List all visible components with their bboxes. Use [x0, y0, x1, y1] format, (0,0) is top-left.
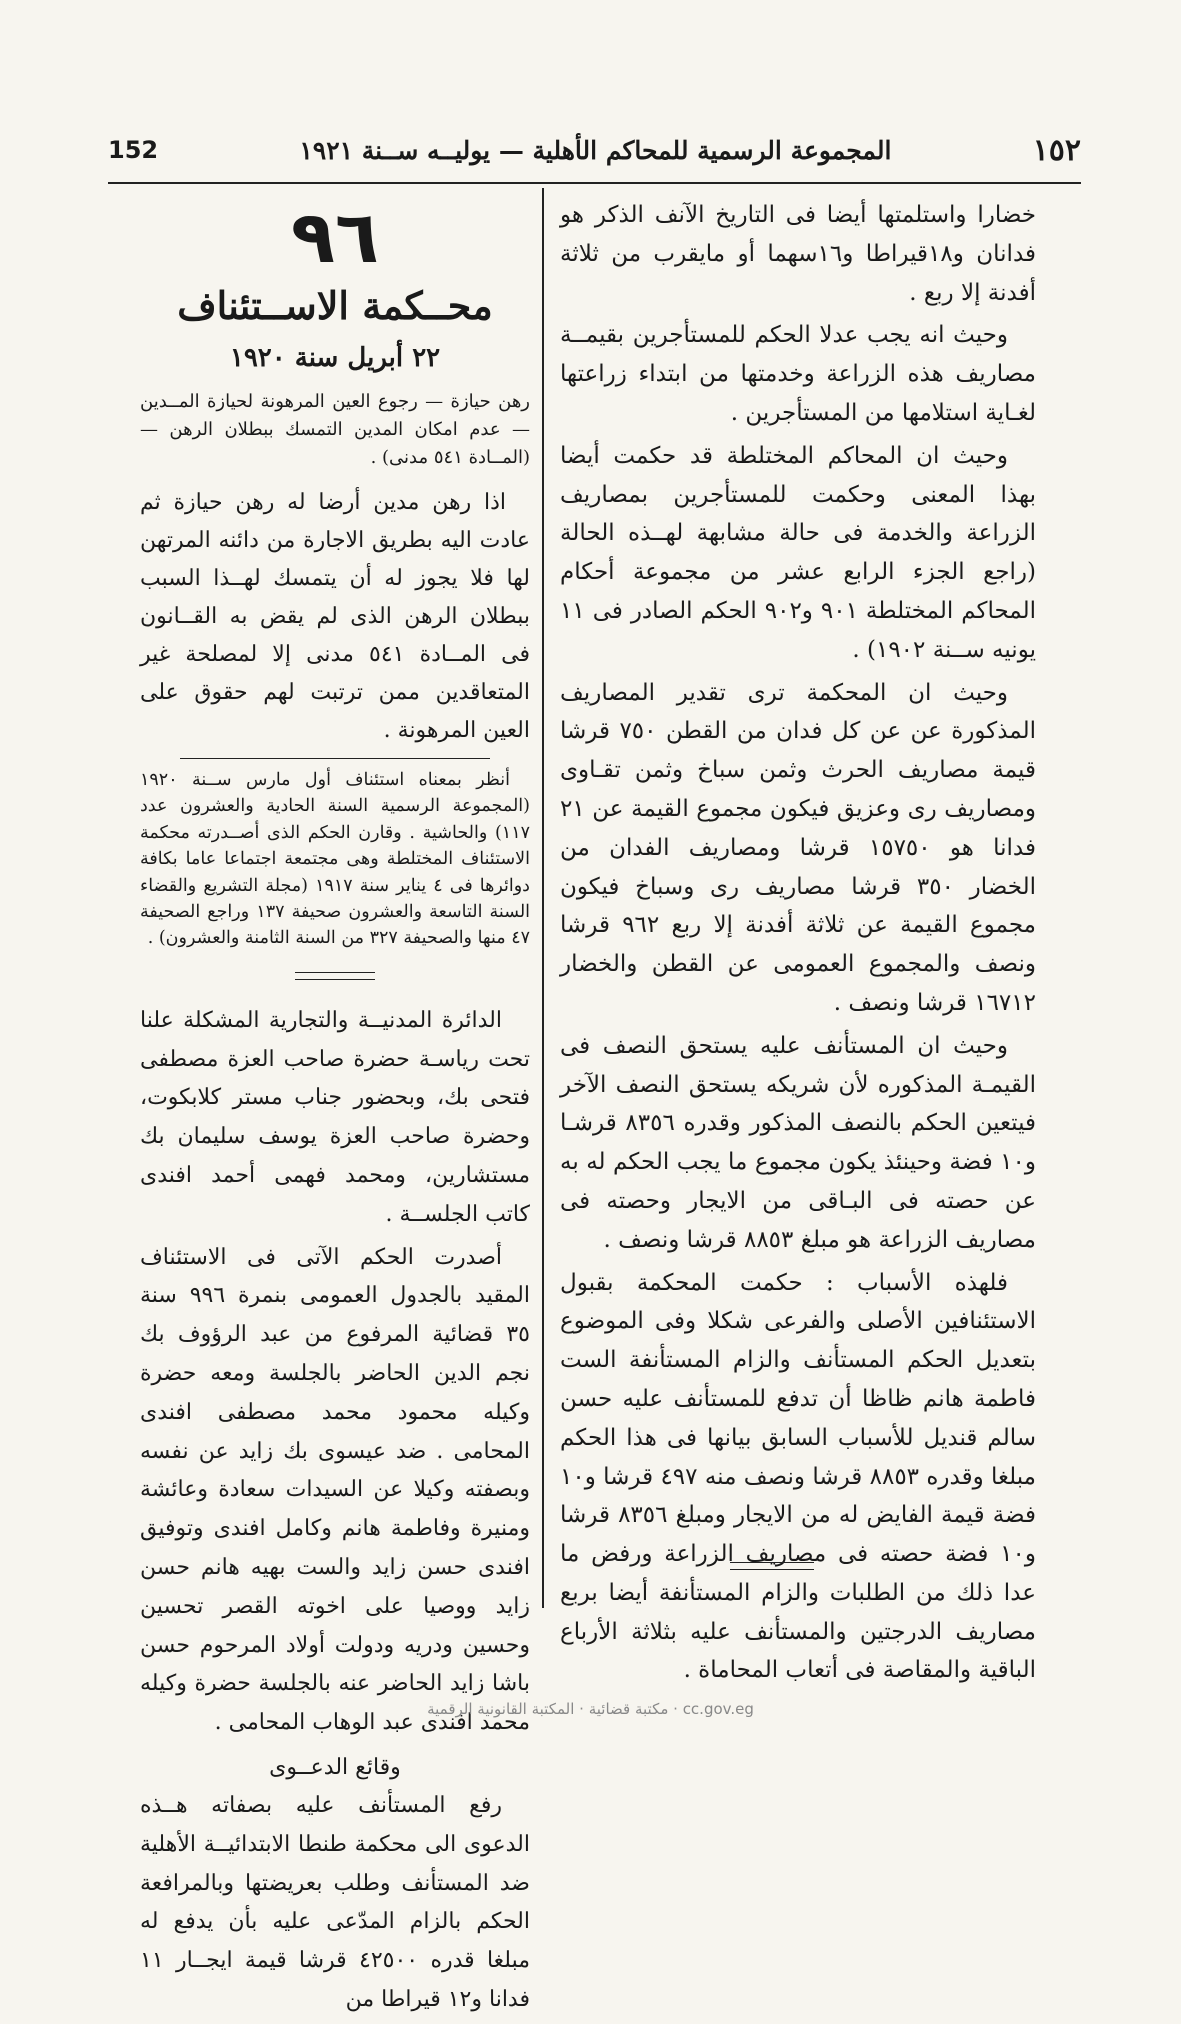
- case-number: ٩٦: [291, 195, 379, 279]
- column-divider: [542, 188, 544, 1608]
- facts-heading: وقائع الدعــوى: [269, 1754, 401, 1780]
- judgment-date: ٢٢ أبريل سنة ١٩٢٠: [229, 343, 441, 373]
- judgment-operative-paragraph: فلهذه الأسباب : حكمت المحكمة بقبول الاستئنافين الأصلى والفرعى شكلا وفى الموضوع بتعديل الحكم المستأنف والزام المستأنفة الست فاطمة هانم ظاظا أن تدفع للمستأنف عليه حسن سالم قنديل للأسباب السابق بيانها فى هذا الحكم مبلغا وقدره ٨٨٥٣ قرشا ونصف منه ٤٩٧ قرشا و١٠ فضة قيمة الفايض له من الايجار ومبلغ ٨٣٥٦ قرشا و١٠ فضة حصته فى مصاريف الزراعة ورفض ما عدا ذلك من الطلبات والزام المستأنفة أيضا بربع مصاريف الدرجتين والمستأنف عليه بثلاثة الأرباع الباقية والمقاصة فى أتعاب المحاماة .: [560, 1269, 1036, 1684]
- footnote-separator: [180, 758, 490, 759]
- footnote: [140, 767, 530, 952]
- page-header: [108, 128, 1081, 172]
- paragraph: رفع المستأنف عليه بصفاته هــذه الدعوى الى محكمة طنطا الابتدائيــة الأهلية ضد المستأنف وطلب بعريضتها وبالمرافعة الحكم بالزام المدّعى عليه بأن يدفع له مبلغا قدره ٤٢٥٠٠ قرشا قيمة ايجــار ١١ فدانا و١٢ قيراطا من: [140, 1792, 530, 2012]
- page-number-latin: 152: [108, 136, 159, 164]
- paragraph: وحيث ان المحكمة ترى تقدير المصاريف المذكورة عن عن كل فدان من القطن ٧٥٠ قرشا قيمة مصاريف الحرث وثمن سباخ وثمن تقـاوى ومصاريف رى وعزيق فيكون مجموع القيمة عن ٢١ فدانا هو ١٥٧٥٠ قرشا ومصاريف الفدان من الخضار ٣٥٠ قرشا مصاريف رى وسباخ فيكون مجموع القيمة عن ثلاثة أفدنة إلا ربع ٩٦٢ قرشا ونصف والمجموع العمومى عن القطن والخضار ١٦٧١٢ قرشا ونصف .: [560, 679, 1037, 1016]
- header-rule: [108, 182, 1081, 184]
- section-double-rule: [295, 972, 375, 980]
- page-number-arabic: ١٥٢: [1032, 132, 1081, 168]
- paragraph: وحيث ان المحاكم المختلطة قد حكمت أيضا بهذا المعنى وحكمت للمستأجرين بمصاريف الزراعة والخدمة فى حالة مشابهة لهــذه الحالة (راجع الجزء الرابع عشر من مجموعة أحكام المحاكم المختلطة ٩٠١ و٩٠٢ الحكم الصادر فى ١١ يونيه ســنة ١٩٠٢) .: [560, 442, 1036, 663]
- headnote-text: اذا رهن مدين أرضا له رهن حيازة ثم عادت اليه بطريق الاجارة من دائنه المرتهن لها فلا يجوز له أن يتمسك لهــذا السبب ببطلان الرهن الذى لم يقض به القــانون فى المــادة ٥٤١ مدنى إلا لمصلحة غير المتعاقدين ممن ترتبت لهم حقوق على العين المرهونة .: [140, 490, 530, 743]
- paragraph: الدائرة المدنيــة والتجارية المشكلة علنا تحت رياسـة حضرة صاحب العزة مصطفى فتحى بك، وبحضور جناب مستر كلابكوت، وحضرة صاحب العزة يوسف سليمان بك مستشارين، ومحمد فهمى أحمد افندى كاتب الجلســة .: [140, 1007, 530, 1227]
- facts-text: [140, 1787, 530, 2020]
- headnote: [140, 484, 530, 750]
- paragraph: خضارا واستلمتها أيضا فى التاريخ الآنف الذكر هو فدانان و١٨قيراطا و١٦سهما أو مايقرب من ثلاثة أفدنة إلا ربع .: [560, 202, 1037, 306]
- paragraph: وحيث ان المستأنف عليه يستحق النصف فى القيمـة المذكوره لأن شريكه يستحق النصف الآخر فيتعين الحكم بالنصف المذكور وقدره ٨٣٥٦ قرشـا و١٠ فضة وحينئذ يكون مجموع ما يجب الحكم له به عن حصته فى البـاقى من الايجار وحصته فى مصاريف الزراعة هو مبلغ ٨٨٥٣ قرشا ونصف .: [560, 1032, 1036, 1253]
- footer-watermark: cc.gov.eg · مكتبة قضائية · المكتبة القانونية الرقمية: [427, 1700, 754, 1718]
- end-double-rule: [730, 1562, 814, 1570]
- journal-title: المجموعة الرسمية للمحاكم الأهلية — يوليــه ســنة ١٩٢١: [299, 135, 892, 165]
- paragraph: وحيث انه يجب عدلا الحكم للمستأجرين بقيمــة مصاريف هذه الزراعة وخدمتها من ابتداء زراعتها لغـاية استلامها من المستأجرين .: [560, 322, 1036, 426]
- paragraph: أصدرت الحكم الآتى فى الاستئناف المقيد بالجدول العمومى بنمرة ٩٩٦ سنة ٣٥ قضائية المرفوع من عبد الرؤوف بك نجم الدين الحاضر بالجلسة ومعه حضرة وكيله محمود محمد مصطفى افندى المحامى . ضد عيسوى بك زايد عن نفسه وبصفته وكيلا عن السيدات سعادة وعائشة ومنيرة وفاطمة هانم وكامل افندى وتوفيق افندى حسن زايد والست بهيه هانم حسن زايد ووصيا على اخوته القصر تحسين وحسين ودريه ودولت أولاد المرحوم حسن باشا زايد الحاضر عنه بالجلسة حضرة وكيله محمد افندى عبد الوهاب المحامى .: [140, 1244, 530, 1736]
- left-column-text: [140, 1002, 530, 1743]
- right-column: [560, 196, 1036, 1694]
- right-column-text: [560, 196, 1036, 1690]
- court-name: محــكمة الاســتئناف: [177, 283, 493, 328]
- footnote-text: أنظر بمعناه استئناف أول مارس ســنة ١٩٢٠ (المجموعة الرسمية السنة الحادية والعشرون عدد ١١٧) والحاشية . وقارن الحكم الذى أصــدرته محكمة الاستئناف المختلطة وهى مجتمعة اجتماعا عاما بكافة دوائرها فى ٤ يناير سنة ١٩١٧ (مجلة التشريع والقضاء السنة التاسعة والعشرون صحيفة ١٣٧ وراجع الصحيفة ٤٧ منها والصحيفة ٣٢٧ من السنة الثامنة والعشرون) .: [140, 770, 531, 949]
- keywords: رهن حيازة — رجوع العين المرهونة لحيازة المــدين — عدم امكان المدين التمسك ببطلان الرهن — (المــادة ٥٤١ مدنى) .: [140, 391, 530, 468]
- left-column: [140, 196, 530, 2024]
